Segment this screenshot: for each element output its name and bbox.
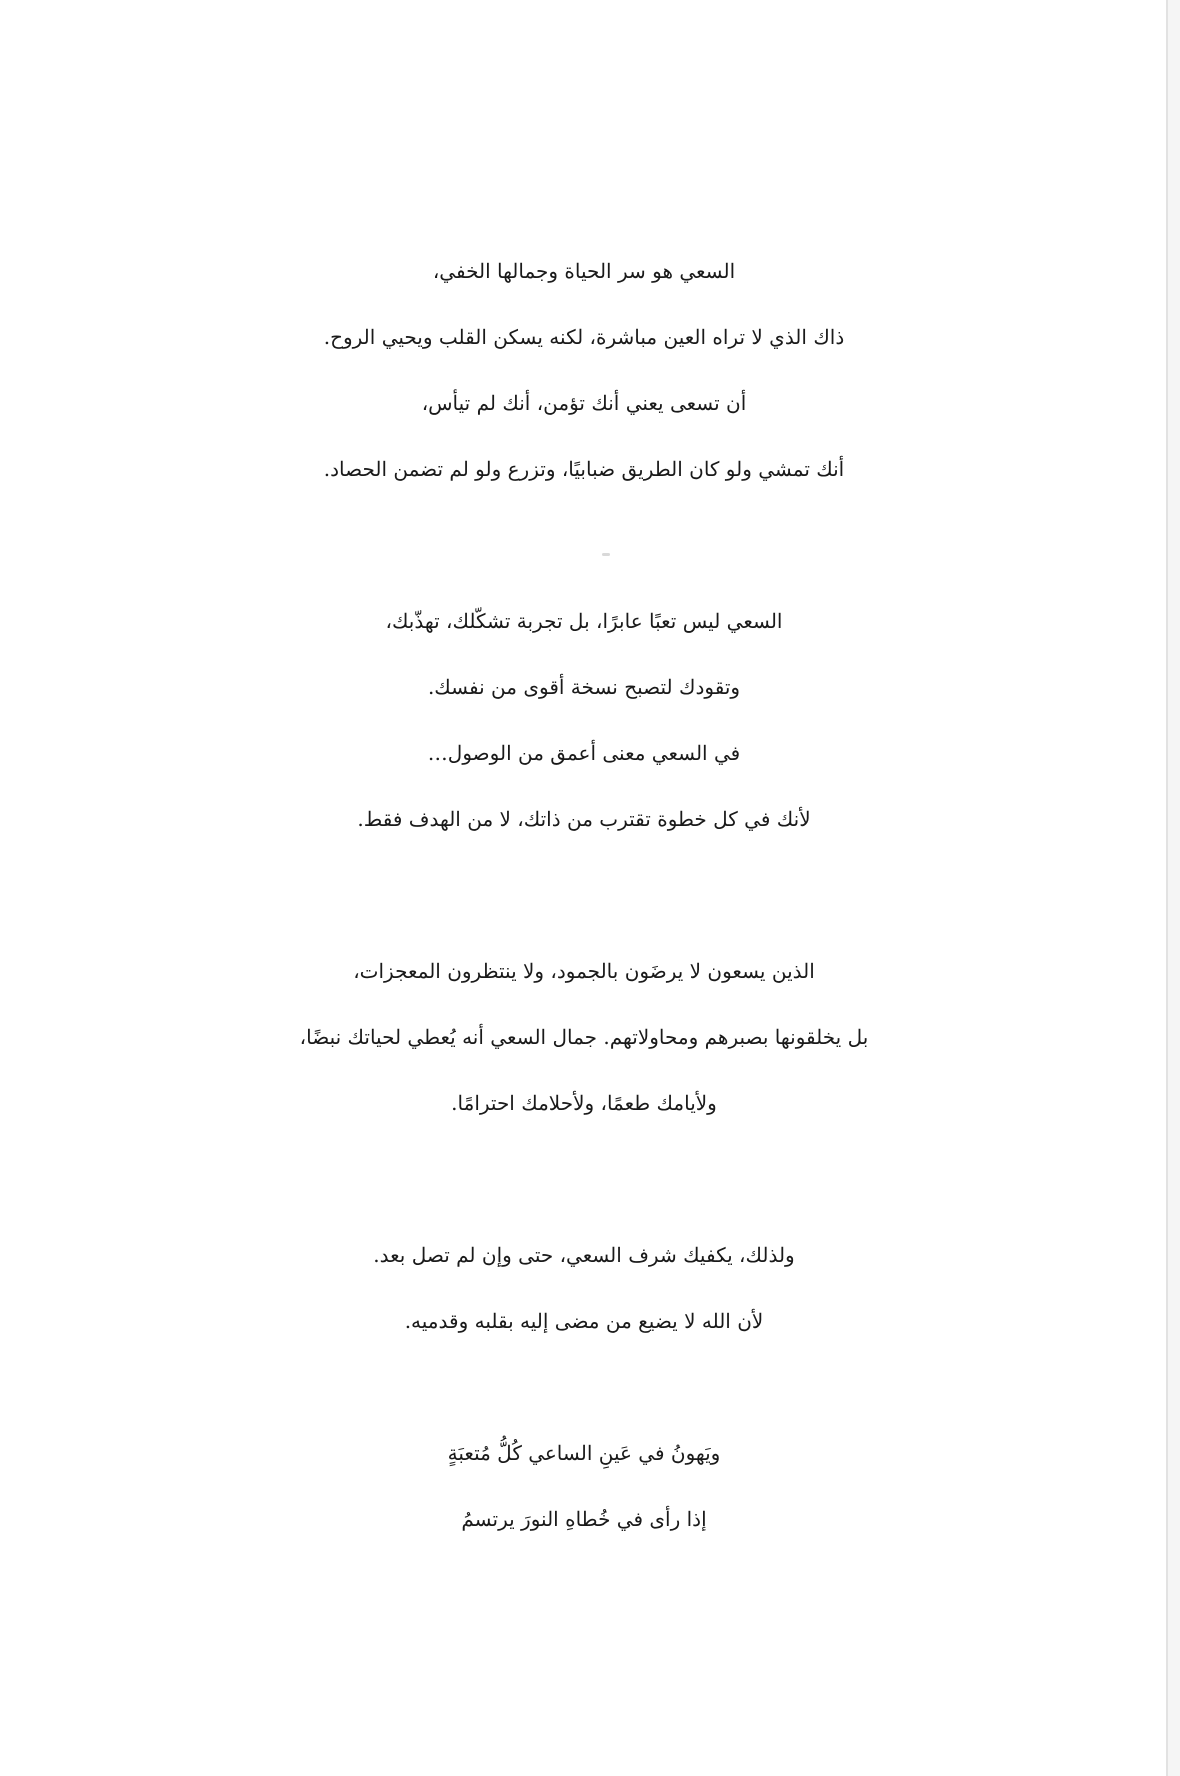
text-line: أنك تمشي ولو كان الطريق ضبابيًا، وتزرع ولو لم تضمن الحصاد.	[323, 457, 845, 481]
text-line: في السعي معنى أعمق من الوصول…	[427, 741, 741, 765]
text-line: إذا رأى في خُطاهِ النورَ يرتسمُ	[461, 1507, 707, 1531]
paragraph-3	[0, 938, 1168, 1136]
text-line: وتقودك لتصبح نسخة أقوى من نفسك.	[427, 675, 741, 699]
text-line: لأن الله لا يضيع من مضى إليه بقلبه وقدميه.	[404, 1309, 764, 1333]
text-line: بل يخلقونها بصبرهم ومحاولاتهم. جمال السعي أنه يُعطي لحياتك نبضًا،	[299, 1025, 869, 1049]
paragraph-4	[0, 1222, 1168, 1354]
text-line: ولأيامك طعمًا، ولأحلامك احترامًا.	[451, 1091, 717, 1115]
text-line: ذاك الذي لا تراه العين مباشرة، لكنه يسكن القلب ويحيي الروح.	[323, 325, 845, 349]
separator-dot	[602, 553, 610, 556]
paragraph-2	[0, 588, 1168, 852]
text-line: السعي هو سر الحياة وجمالها الخفي،	[432, 259, 736, 283]
text-line: السعي ليس تعبًا عابرًا، بل تجربة تشكّلك، تهذّبك،	[385, 609, 783, 633]
text-line: ويَهونُ في عَينِ الساعي كُلُّ مُتعبَةٍ	[447, 1441, 721, 1465]
text-line: ولذلك، يكفيك شرف السعي، حتى وإن لم تصل بعد.	[373, 1243, 795, 1267]
text-line: الذين يسعون لا يرضَون بالجمود، ولا ينتظرون المعجزات،	[353, 959, 815, 983]
text-line: لأنك في كل خطوة تقترب من ذاتك، لا من الهدف فقط.	[357, 807, 811, 831]
poem-verse	[0, 1420, 1168, 1552]
paragraph-1	[0, 238, 1168, 502]
text-line: أن تسعى يعني أنك تؤمن، أنك لم تيأس،	[421, 391, 747, 415]
